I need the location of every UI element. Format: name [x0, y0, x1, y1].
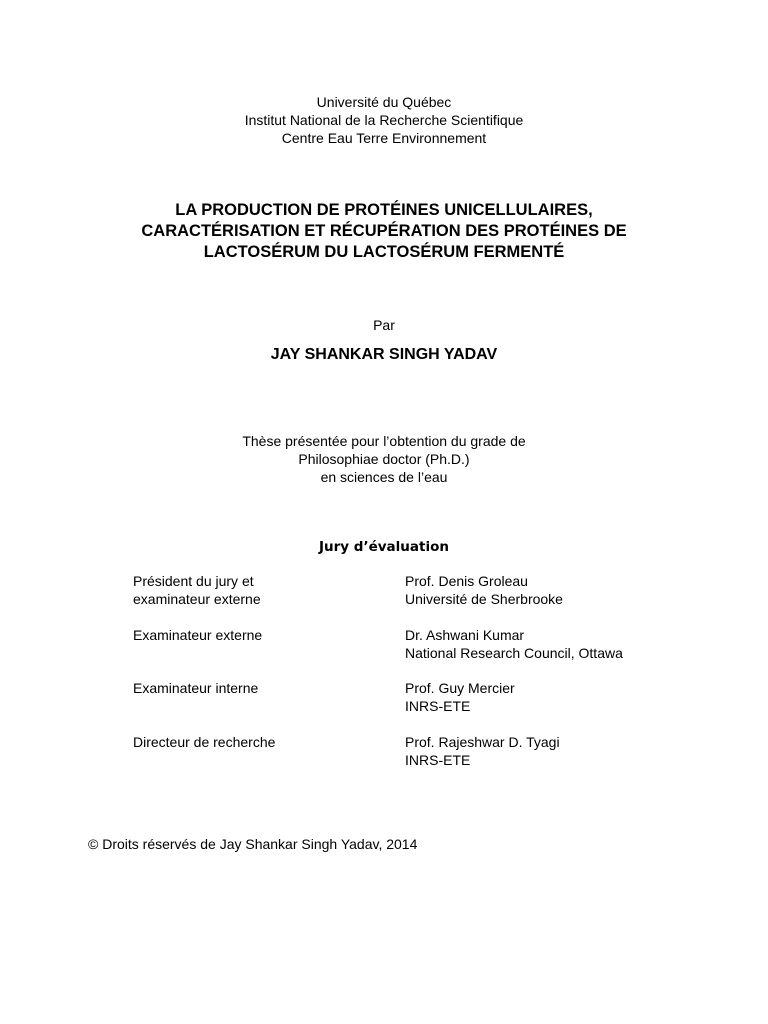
jury-row-internal-examiner [0, 679, 768, 719]
jury-member-affiliation: INRS-ETE [405, 752, 471, 768]
jury-role-line: examinateur externe [133, 591, 261, 607]
jury-row-president [0, 572, 768, 612]
jury-member-name: Dr. Ashwani Kumar [405, 627, 525, 643]
jury-member-affiliation: INRS-ETE [405, 698, 471, 714]
by-label [0, 316, 768, 334]
centre-name: Centre Eau Terre Environnement [281, 130, 487, 146]
jury-role-line: Examinateur externe [133, 627, 263, 643]
jury-role-line: Examinateur interne [133, 680, 259, 696]
thesis-line-1: Thèse présentée pour l’obtention du grade de [242, 433, 526, 449]
title-line-1: LA PRODUCTION DE PROTÉINES UNICELLULAIRES, [175, 201, 593, 219]
jury-role-line: Président du jury et [133, 573, 254, 589]
jury-member [405, 626, 745, 662]
title-line-2: CARACTÉRISATION ET RÉCUPÉRATION DES PROTÉINES DE [141, 222, 627, 240]
university-name: Université du Québec [316, 94, 452, 110]
jury-row-research-director [0, 733, 768, 773]
jury-role [133, 733, 373, 751]
jury-role-line: Directeur de recherche [133, 734, 276, 750]
jury-heading [0, 538, 768, 556]
author-name-text: JAY SHANKAR SINGH YADAV [270, 346, 498, 363]
jury-member [405, 679, 745, 715]
jury-role [133, 679, 373, 697]
jury-row-external-examiner [0, 626, 768, 666]
jury-member-affiliation: Université de Sherbrooke [405, 591, 563, 607]
thesis-description [0, 432, 768, 486]
jury-role [133, 626, 373, 644]
thesis-line-3: en sciences de l’eau [320, 469, 448, 485]
jury-member-affiliation: National Research Council, Ottawa [405, 645, 623, 661]
by-label-text: Par [373, 317, 395, 333]
thesis-title [0, 200, 768, 263]
jury-member-name: Prof. Denis Groleau [405, 573, 528, 589]
jury-member-name: Prof. Rajeshwar D. Tyagi [405, 734, 560, 750]
jury-role [133, 572, 373, 608]
jury-member [405, 572, 745, 608]
jury-member [405, 733, 745, 769]
institution-header [0, 93, 768, 147]
jury-member-name: Prof. Guy Mercier [405, 680, 515, 696]
thesis-line-2: Philosophiae doctor (Ph.D.) [298, 451, 470, 467]
author-name [0, 345, 768, 365]
copyright-text: © Droits réservés de Jay Shankar Singh Yadav, 2014 [88, 836, 418, 852]
jury-heading-text: Jury d’évaluation [319, 539, 449, 555]
institute-name: Institut National de la Recherche Scientifique [244, 112, 524, 128]
title-line-3: LACTOSÉRUM DU LACTOSÉRUM FERMENTÉ [203, 243, 565, 261]
copyright-notice [88, 835, 688, 853]
